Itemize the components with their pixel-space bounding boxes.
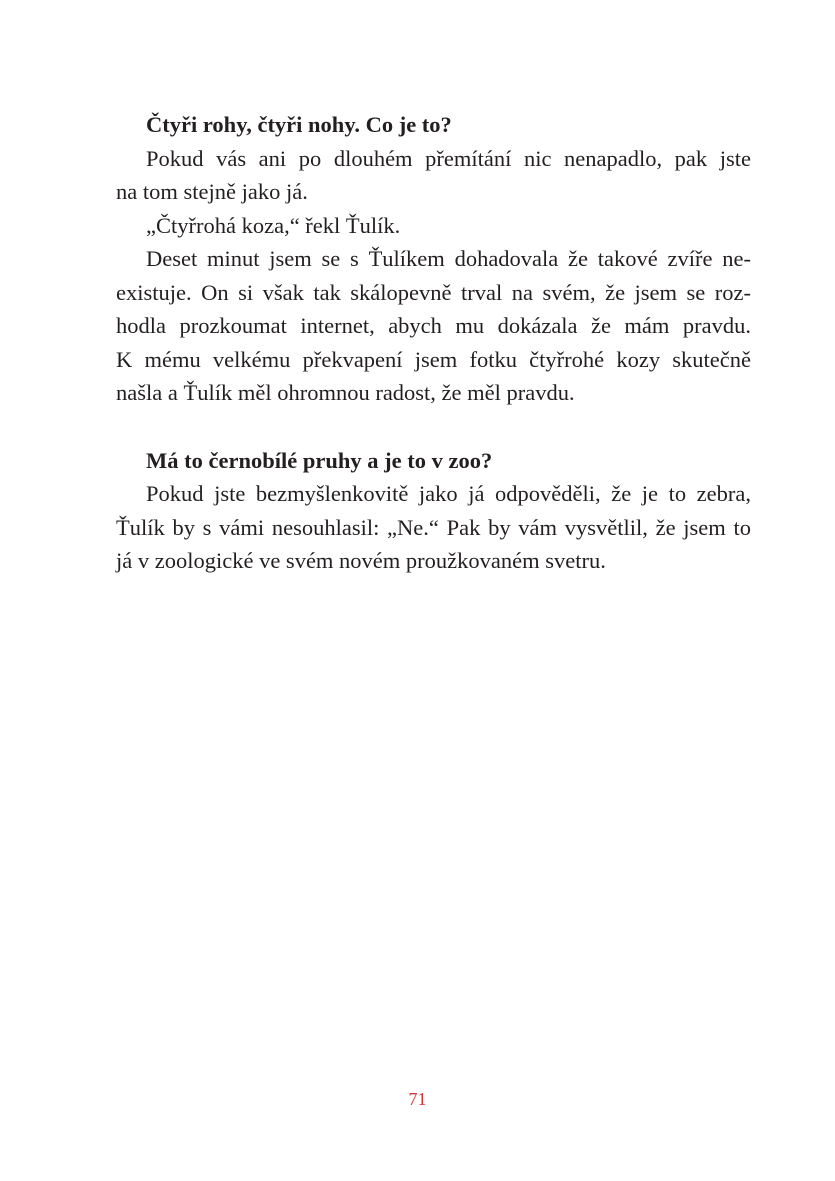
text-line: Pokud jste bezmyšlenkovitě jako já odpověděli, že je to zebra, <box>146 481 751 506</box>
paragraph-quote <box>116 209 751 243</box>
text-line: na tom stejně jako já. <box>116 179 308 204</box>
text-line: K mému velkému překvapení jsem fotku čtyřrohé kozy skutečně <box>116 346 751 372</box>
paragraph-answer-2 <box>116 477 751 578</box>
paragraph-answer-1 <box>116 142 751 209</box>
paragraph-story <box>116 242 751 410</box>
page-number: 71 <box>408 1089 427 1109</box>
text-line: já v zoologické ve svém novém proužkovaném svetru. <box>116 548 606 573</box>
text-line: Pokud vás ani po dlouhém přemítání nic nenapadlo, pak jste <box>146 145 751 171</box>
riddle-heading-1: Čtyři rohy, čtyři nohy. Co je to? <box>146 112 452 137</box>
text-line: našla a Ťulík měl ohromnou radost, že měl pravdu. <box>116 380 575 405</box>
text-line: hodla prozkoumat internet, abych mu dokázala že mám pravdu. <box>116 313 751 338</box>
riddle-heading-2: Má to černobílé pruhy a je to v zoo? <box>146 447 493 473</box>
section-gap <box>116 410 751 444</box>
text-line: existuje. On si však tak skálopevně trval na svém, že jsem se roz- <box>116 279 751 305</box>
text-line: „Čtyřrohá koza,“ řekl Ťulík. <box>146 212 401 238</box>
text-line: Ťulík by s vámi nesouhlasil: „Ne.“ Pak by vám vysvětlil, že jsem to <box>116 514 751 540</box>
page-body <box>116 108 751 578</box>
text-line: Deset minut jsem se s Ťulíkem dohadovala že takové zvíře ne- <box>146 246 751 271</box>
